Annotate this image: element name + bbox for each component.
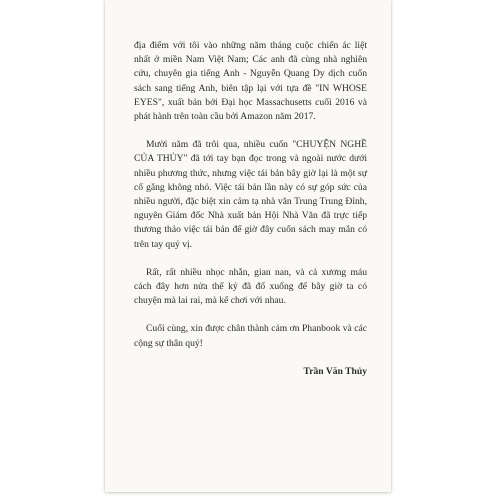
paragraph-1: địa điểm với tôi vào những năm tháng cuộc chiến ác liệt nhất ở miền Nam Việt Nam; Các anh đã cùng nhà nghiên cứu, chuyên gia tiếng Anh - Nguyễn Quang Dy dịch cuốn sách sang tiếng Anh, biên tập lại với tựa đề "IN WHOSE EYES", xuất bản bởi Đại học Massachusetts cuối 2016 và phát hành trên toàn cầu bởi Amazon năm 2017.: [134, 40, 367, 123]
author-signature: Trần Văn Thủy: [303, 365, 367, 377]
paragraph-3: Rất, rất nhiều nhọc nhằn, gian nan, và cả xương máu cách đây hơn nửa thế kỷ đã đổ xuống để bây giờ ta có chuyện mà lai rai, mà kể chơi với nhau.: [134, 266, 367, 307]
paragraph-2: Mười năm đã trôi qua, nhiều cuốn "CHUYỆN NGHỀ CỦA THỦY" đã tới tay bạn đọc trong và ngoài nước dưới nhiều phương thức, nhưng việc tái bản bây giờ lại là một sự cố gắng không nhỏ. Việc tái bản lần này có sự góp sức của nhiều người, đặc biệt xin cảm tạ nhà văn Trung Trung Đỉnh, nguyên Giám đốc Nhà xuất bản Hội Nhà Văn đã trực tiếp thương thảo việc tái bản để giờ đây cuốn sách may mắn có trên tay quý vị.: [134, 139, 367, 250]
paragraph-4: Cuối cùng, xin được chân thành cảm ơn Phanbook và các cộng sự thân quý!: [134, 323, 367, 349]
page-text: [134, 39, 367, 379]
